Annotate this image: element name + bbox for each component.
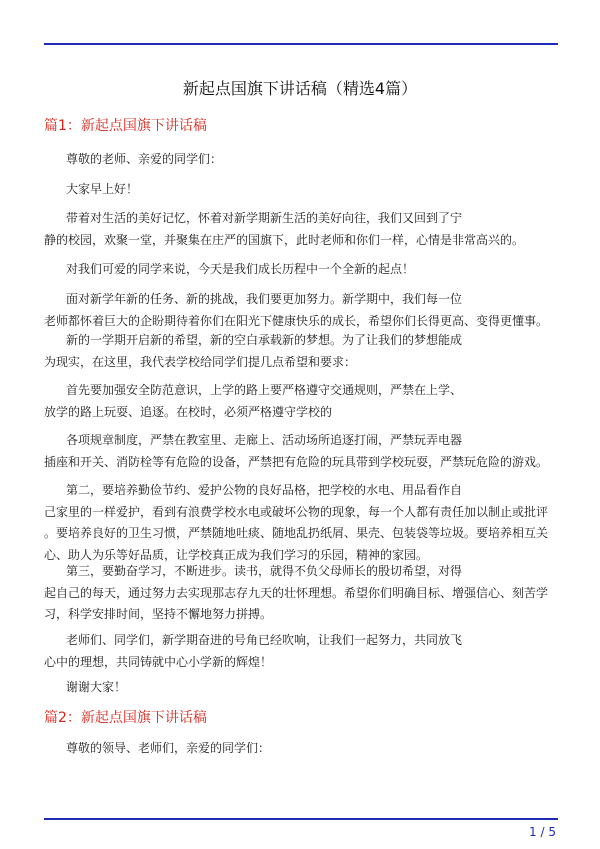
header-rule [44,43,558,45]
paragraph: 首先要加强安全防范意识，上学的路上要严格遵守交通规则，严禁在上学、 放学的路上玩耍、追逐。在校时，必须严格遵守学校的 [44,383,463,419]
paragraph: 面对新学年新的任务、新的挑战，我们要更加努力。新学期中，我们每一位 老师都怀着巨大的企盼期待着你们在阳光下健康快乐的成长，希望你们长得更高、变得更懂事。 [44,292,549,328]
paragraph: 对我们可爱的同学来说，今天是我们成长历程中一个全新的起点！ [66,262,415,276]
document-title: 新起点国旗下讲话稿（精选4篇） [182,79,418,98]
paragraph: 各项规章制度，严禁在教室里、走廊上、活动场所追逐打闹，严禁玩弄电器 插座和开关、消防栓等有危险的设备，严禁把有危险的玩具带到学校玩耍，严禁玩危险的游戏。 [44,433,549,469]
paragraph: 尊敬的领导、老师们，亲爱的同学们： [66,741,271,755]
paragraph: 第二，要培养勤俭节约、爱护公物的良好品格，把学校的水电、用品看作自 己家里的一样爱护，看到有浪费学校水电或破坏公物的现象，每一个人都有责任加以制止或批评 。要培养良好的卫生习惯，严禁随地吐痰、随地乱扔纸屑、果壳、包装袋等垃圾。要培养相互关 心、助人为乐等好品质，让学校真正成为我们学习的乐园，精神的家园。 [44,483,549,562]
paragraph: 新的一学期开启新的希望，新的空白承载新的梦想。为了让我们的梦想能成 为现实，在这里，我代表学校给同学们提几点希望和要求： [44,333,463,369]
paragraph: 尊敬的老师、亲爱的同学们： [66,152,223,166]
paragraph: 大家早上好！ [66,182,139,196]
paragraph: 谢谢大家！ [66,680,127,694]
section-heading-2: 篇2：新起点国旗下讲话稿 [44,710,207,726]
paragraph: 老师们、同学们，新学期奋进的号角已经吹响，让我们一起努力，共同放飞 心中的理想，共同铸就中心小学新的辉煌！ [44,633,463,669]
section-heading-1: 篇1：新起点国旗下讲话稿 [44,118,207,134]
footer-rule [44,818,558,820]
paragraph: 第三，要勤奋学习，不断进步。读书，就得不负父母师长的殷切希望，对得 起自己的每天，通过努力去实现那志存九天的壮怀理想。希望你们明确目标、增强信心、刻苦学 习，科学安排时间，坚持不懈地努力拼搏。 [44,564,549,621]
page-number: 1 / 5 [529,825,556,839]
paragraph: 带着对生活的美好记忆，怀着对新学期新生活的美好向往，我们又回到了宁 静的校园，欢聚一堂，并聚集在庄严的国旗下，此时老师和你们一样，心情是非常高兴的。 [44,211,525,247]
